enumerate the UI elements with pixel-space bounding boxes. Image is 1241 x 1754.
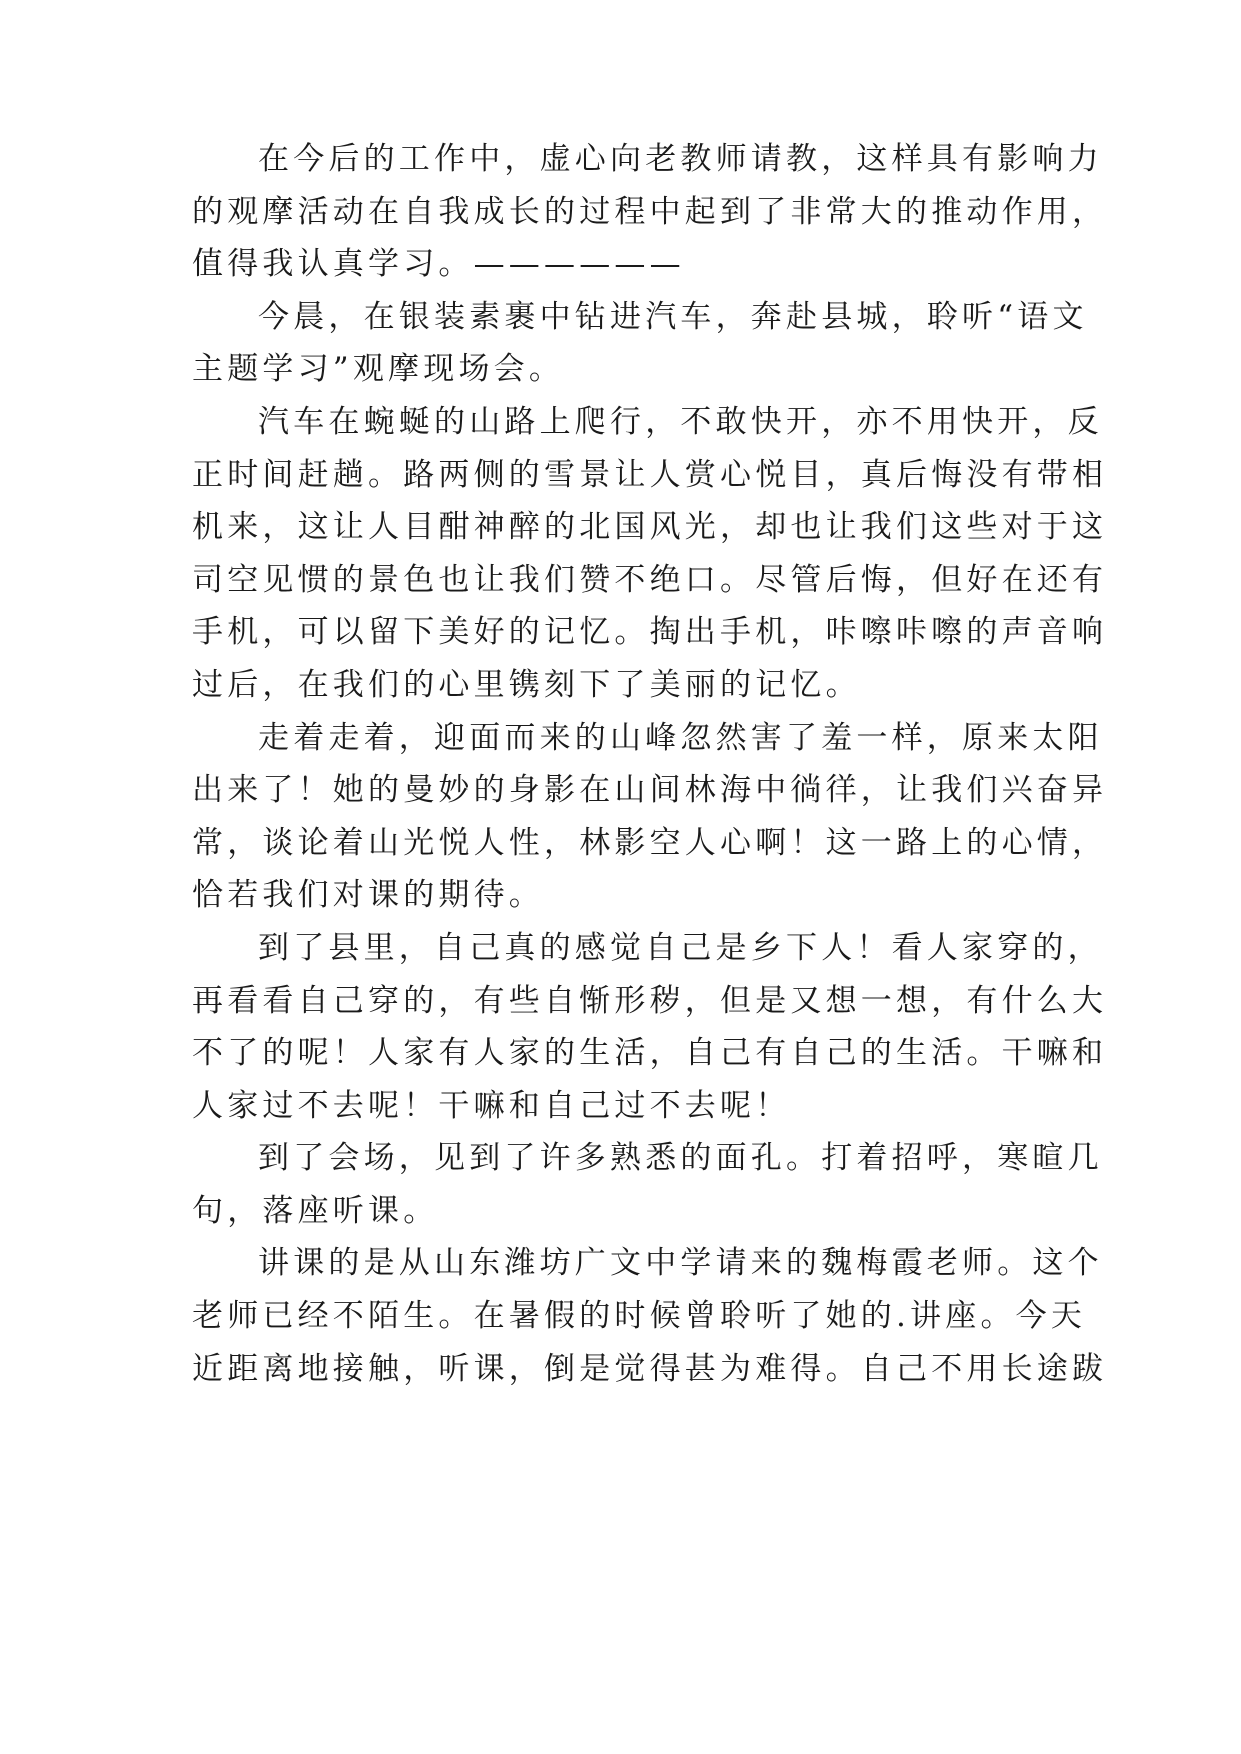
text-line: 人家过不去呢！干嘛和自己过不去呢！ (192, 1087, 791, 1124)
text-line: 司空见惯的景色也让我们赞不绝口。尽管后悔，但好在还有 (192, 561, 1108, 598)
text-line: 句，落座听课。 (192, 1192, 439, 1229)
text-line: 再看看自己穿的，有些自惭形秽，但是又想一想，有什么大 (192, 982, 1108, 1019)
text-line: 在今后的工作中，虚心向老教师请教，这样具有影响力 (258, 141, 1103, 177)
text-line: 到了会场，见到了许多熟悉的面孔。打着招呼，寒暄几 (258, 1140, 1103, 1177)
text-line: 的观摩活动在自我成长的过程中起到了非常大的推动作用， (192, 193, 1108, 230)
text-line: 手机，可以留下美好的记忆。掏出手机，咔嚓咔嚓的声音响 (192, 614, 1108, 651)
text-line: 汽车在蜿蜒的山路上爬行，不敢快开，亦不用快开，反 (258, 403, 1103, 440)
text-line: 出来了！她的曼妙的身影在山间林海中徜徉，让我们兴奋异 (192, 772, 1108, 809)
text-line: 正时间赶趟。路两侧的雪景让人赏心悦目，真后悔没有带相 (192, 456, 1108, 493)
text-line: 常，谈论着山光悦人性，林影空人心啊！这一路上的心情， (192, 824, 1108, 861)
body-text (192, 133, 1108, 1395)
text-line: 值得我认真学习。—————— (192, 246, 685, 283)
text-line: 到了县里，自己真的感觉自己是乡下人！看人家穿的， (258, 929, 1103, 966)
text-line: 近距离地接触，听课，倒是觉得甚为难得。自己不用长途跋 (192, 1350, 1108, 1387)
text-line: 恰若我们对课的期待。 (192, 877, 544, 914)
text-line: 讲课的是从山东潍坊广文中学请来的魏梅霞老师。这个 (258, 1245, 1103, 1282)
text-line: 老师已经不陌生。在暑假的时候曾聆听了她的.讲座。今天 (192, 1298, 1087, 1335)
text-line: 过后，在我们的心里镌刻下了美丽的记忆。 (192, 666, 861, 703)
text-line: 走着走着，迎面而来的山峰忽然害了羞一样，原来太阳 (258, 719, 1103, 756)
text-line: 主题学习”观摩现场会。 (192, 351, 565, 388)
text-line: 不了的呢！人家有人家的生活，自己有自己的生活。干嘛和 (192, 1035, 1108, 1072)
text-line: 机来，这让人目酣神醉的北国风光，却也让我们这些对于这 (192, 509, 1108, 546)
text-line: 今晨，在银装素裹中钻进汽车，奔赴县城，聆听“语文 (258, 298, 1088, 335)
